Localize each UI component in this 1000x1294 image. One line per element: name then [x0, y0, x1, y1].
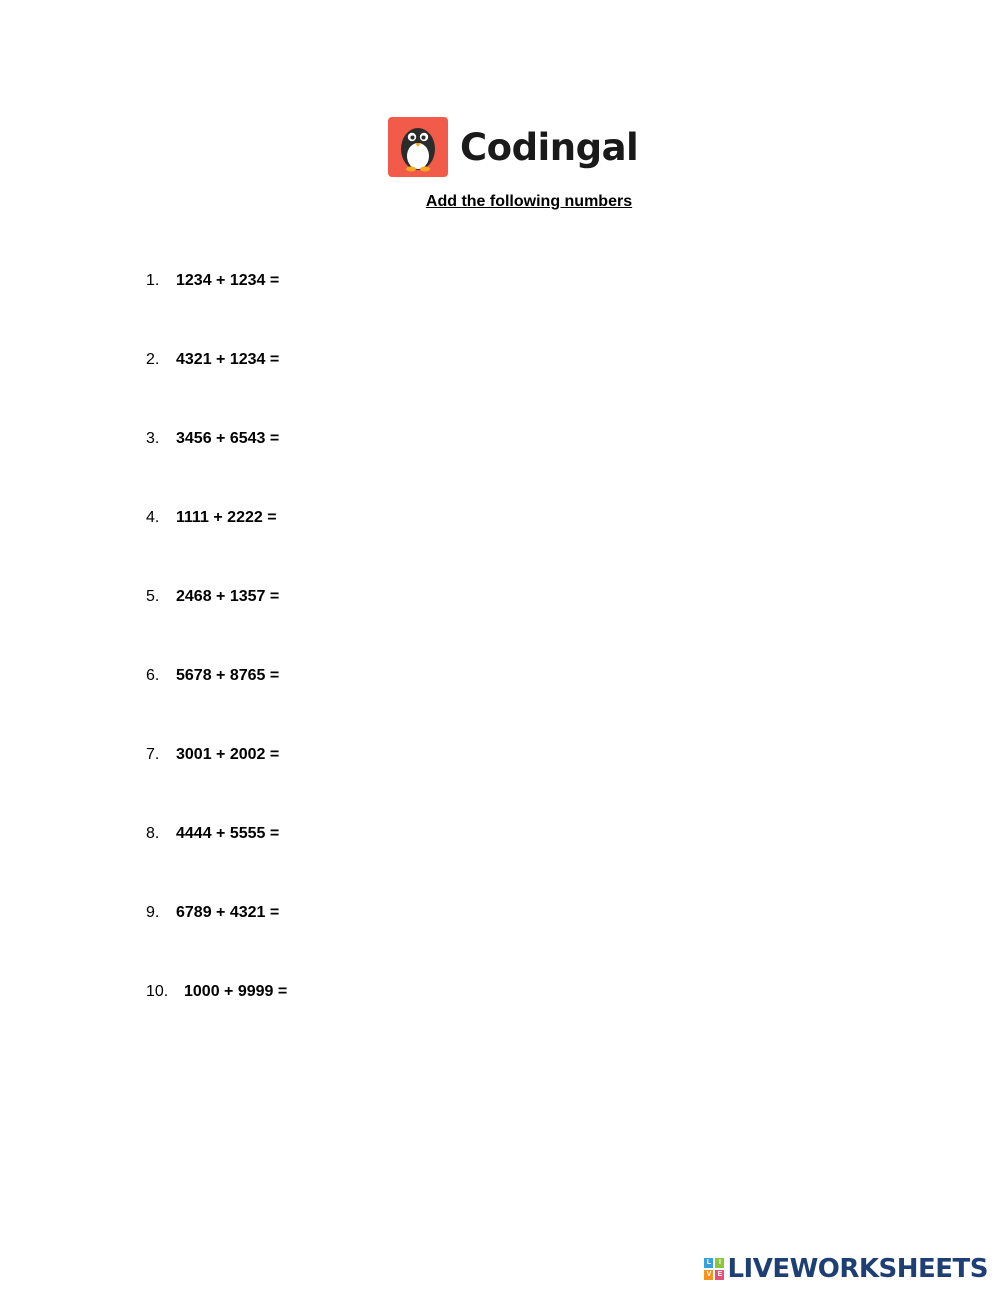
live-grid-letter: V: [704, 1270, 713, 1280]
question-item: [146, 270, 287, 349]
live-grid-letter: E: [715, 1270, 724, 1280]
question-item: [146, 507, 287, 586]
question-number: 1.: [146, 272, 160, 289]
live-grid-letter: L: [704, 1258, 713, 1268]
question-expression: 2468 + 1357 =: [176, 588, 280, 605]
question-item: [146, 823, 287, 902]
worksheet-instruction: Add the following numbers: [425, 193, 633, 210]
question-expression: 5678 + 8765 =: [176, 667, 280, 684]
question-expression: 3456 + 6543 =: [176, 430, 280, 447]
question-expression: 4321 + 1234 =: [176, 351, 280, 368]
question-number: 2.: [146, 351, 160, 368]
question-number: 8.: [146, 825, 160, 842]
live-grid-icon: [704, 1258, 724, 1280]
question-expression: 1234 + 1234 =: [176, 272, 280, 289]
question-number: 10.: [146, 983, 169, 1000]
question-list: [146, 270, 287, 1060]
question-expression: 4444 + 5555 =: [176, 825, 280, 842]
question-expression: 1111 + 2222 =: [176, 509, 277, 526]
codingal-logo: [388, 117, 448, 177]
page-header: [388, 117, 638, 177]
question-number: 3.: [146, 430, 160, 447]
question-number: 5.: [146, 588, 160, 605]
question-expression: 1000 + 9999 =: [184, 983, 288, 1000]
question-item: [146, 744, 287, 823]
question-item: [146, 349, 287, 428]
question-number: 7.: [146, 746, 160, 763]
liveworksheets-logo: [704, 1254, 988, 1284]
question-number: 9.: [146, 904, 160, 921]
brand-name: Codingal: [460, 125, 639, 169]
question-item: [146, 981, 287, 1060]
question-item: [146, 902, 287, 981]
question-item: [146, 586, 287, 665]
question-item: [146, 665, 287, 744]
question-number: 6.: [146, 667, 160, 684]
footer-brand-name: LIVEWORKSHEETS: [727, 1254, 988, 1284]
penguin-icon: [396, 122, 440, 172]
question-item: [146, 428, 287, 507]
question-expression: 6789 + 4321 =: [176, 904, 280, 921]
live-grid-letter: I: [715, 1258, 724, 1268]
question-expression: 3001 + 2002 =: [176, 746, 280, 763]
question-number: 4.: [146, 509, 160, 526]
